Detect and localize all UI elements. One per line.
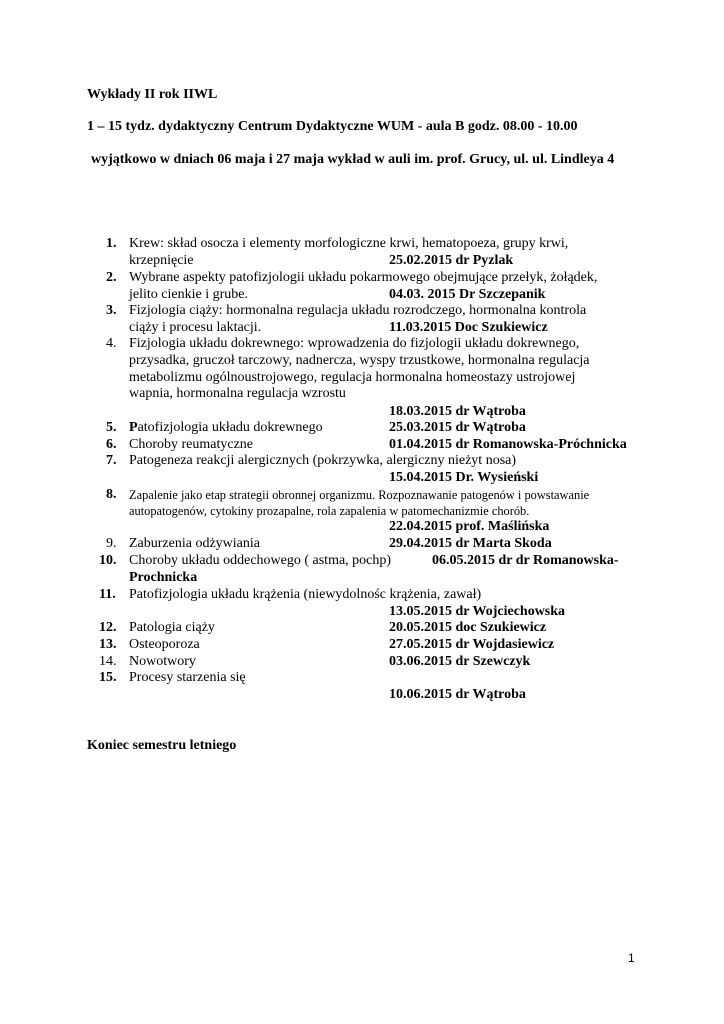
lecture-date: 10.06.2015 dr Wątroba bbox=[389, 687, 526, 702]
lecture-number: 8. bbox=[106, 487, 117, 502]
lecture-number: 2. bbox=[106, 270, 117, 285]
lecture-topic-rest: atofizjologia układu dokrewnego bbox=[137, 420, 323, 435]
lecture-topic: Fizjologia ciąży: hormonalna regulacja układu rozrodczego, hormonalna kontrola bbox=[129, 303, 587, 318]
lecture-topic: Patologia ciąży bbox=[129, 620, 215, 635]
lecture-topic: Wybrane aspekty patofizjologii układu pokarmowego obejmujące przełyk, żołądek, bbox=[129, 270, 598, 285]
semester-end-note: Koniec semestru letniego bbox=[87, 738, 237, 753]
lecture-date: 04.03. 2015 Dr Szczepanik bbox=[389, 287, 546, 302]
lecture-topic-initial: P bbox=[129, 420, 138, 435]
lecture-number: 12. bbox=[99, 620, 117, 635]
lecture-number: 3. bbox=[106, 303, 117, 318]
exception-line: wyjątkowo w dniach 06 maja i 27 maja wykład w auli im. prof. Grucy, ul. ul. Lindleya 4 bbox=[91, 152, 615, 167]
lecture-number: 15. bbox=[99, 670, 117, 685]
lecture-topic: Procesy starzenia się bbox=[129, 670, 246, 685]
lecture-number: 4. bbox=[106, 336, 117, 351]
lecture-date: 13.05.2015 dr Wojciechowska bbox=[389, 604, 566, 619]
lecture-number: 7. bbox=[106, 453, 117, 468]
lecture-topic: jelito cienkie i grube. bbox=[129, 287, 248, 302]
lecture-topic: przysadka, gruczoł tarczowy, nadnercza, wyspy trzustkowe, hormonalna regulacja bbox=[129, 353, 590, 368]
lecture-date: 20.05.2015 doc Szukiewicz bbox=[389, 620, 547, 635]
lecture-date-continued: Prochnicka bbox=[129, 570, 198, 585]
lecture-topic: Fizjologia układu dokrewnego: wprowadzenia do fizjologii układu dokrewnego, bbox=[129, 336, 580, 351]
lecture-topic: Nowotwory bbox=[129, 654, 196, 669]
lecture-topic: Krew: skład osocza i elementy morfologiczne krwi, hematopoeza, grupy krwi, bbox=[129, 236, 569, 251]
document-title: Wykłady II rok IIWL bbox=[87, 87, 218, 102]
lecture-topic: Patofizjologia układu krążenia (niewydolnośc krążenia, zawał) bbox=[129, 587, 482, 602]
lecture-number: 9. bbox=[106, 536, 117, 551]
lecture-topic: wapnia, hormonalna regulacja wzrostu bbox=[129, 386, 346, 401]
lecture-number: 1. bbox=[106, 236, 117, 251]
lecture-date: 03.06.2015 dr Szewczyk bbox=[389, 654, 531, 669]
lecture-topic: krzepnięcie bbox=[129, 253, 194, 268]
page-number: 1 bbox=[628, 951, 635, 965]
lecture-topic: ciąży i procesu laktacji. bbox=[129, 320, 262, 335]
lecture-topic: Zapalenie jako etap strategii obronnej organizmu. Rozpoznawanie patogenów i powstawanie bbox=[129, 488, 590, 502]
lecture-topic: Zaburzenia odżywiania bbox=[129, 536, 260, 551]
lecture-number: 13. bbox=[99, 637, 117, 652]
lecture-number: 10. bbox=[99, 553, 117, 568]
lecture-number: 11. bbox=[99, 587, 116, 602]
lecture-topic: Choroby reumatyczne bbox=[129, 437, 254, 452]
lecture-topic: Osteoporoza bbox=[129, 637, 200, 652]
lecture-topic: Patogeneza reakcji alergicznych (pokrzywka, alergiczny nieżyt nosa) bbox=[129, 453, 517, 468]
lecture-date: 11.03.2015 Doc Szukiewicz bbox=[389, 320, 548, 335]
schedule-line: 1 – 15 tydz. dydaktyczny Centrum Dydaktyczne WUM - aula B godz. 08.00 - 10.00 bbox=[87, 119, 578, 134]
lecture-date: 29.04.2015 dr Marta Skoda bbox=[389, 536, 552, 551]
lecture-topic: autopatogenów, cytokiny prozapalne, rola zapalenia w patomechanizmie chorób. bbox=[129, 504, 530, 518]
lecture-date: 25.02.2015 dr Pyzlak bbox=[389, 253, 514, 268]
lecture-topic bbox=[129, 420, 323, 436]
lecture-date: 25.03.2015 dr Wątroba bbox=[389, 420, 526, 435]
lecture-date: 15.04.2015 Dr. Wysieński bbox=[389, 470, 539, 485]
lecture-date: 01.04.2015 dr Romanowska-Próchnicka bbox=[389, 437, 627, 452]
lecture-date: 22.04.2015 prof. Maślińska bbox=[389, 519, 550, 534]
lecture-topic: Choroby układu oddechowego ( astma, pochp) bbox=[129, 553, 392, 568]
lecture-topic: metabolizmu ogólnoustrojowego, regulacja hormonalna homeostazy ustrojowej bbox=[129, 370, 576, 385]
lecture-date: 06.05.2015 dr dr Romanowska- bbox=[432, 553, 619, 568]
lecture-number: 14. bbox=[99, 654, 117, 669]
lecture-number: 6. bbox=[106, 437, 117, 452]
lecture-date: 27.05.2015 dr Wojdasiewicz bbox=[389, 637, 555, 652]
lecture-number: 5. bbox=[106, 420, 117, 435]
lecture-date: 18.03.2015 dr Wątroba bbox=[389, 404, 526, 419]
